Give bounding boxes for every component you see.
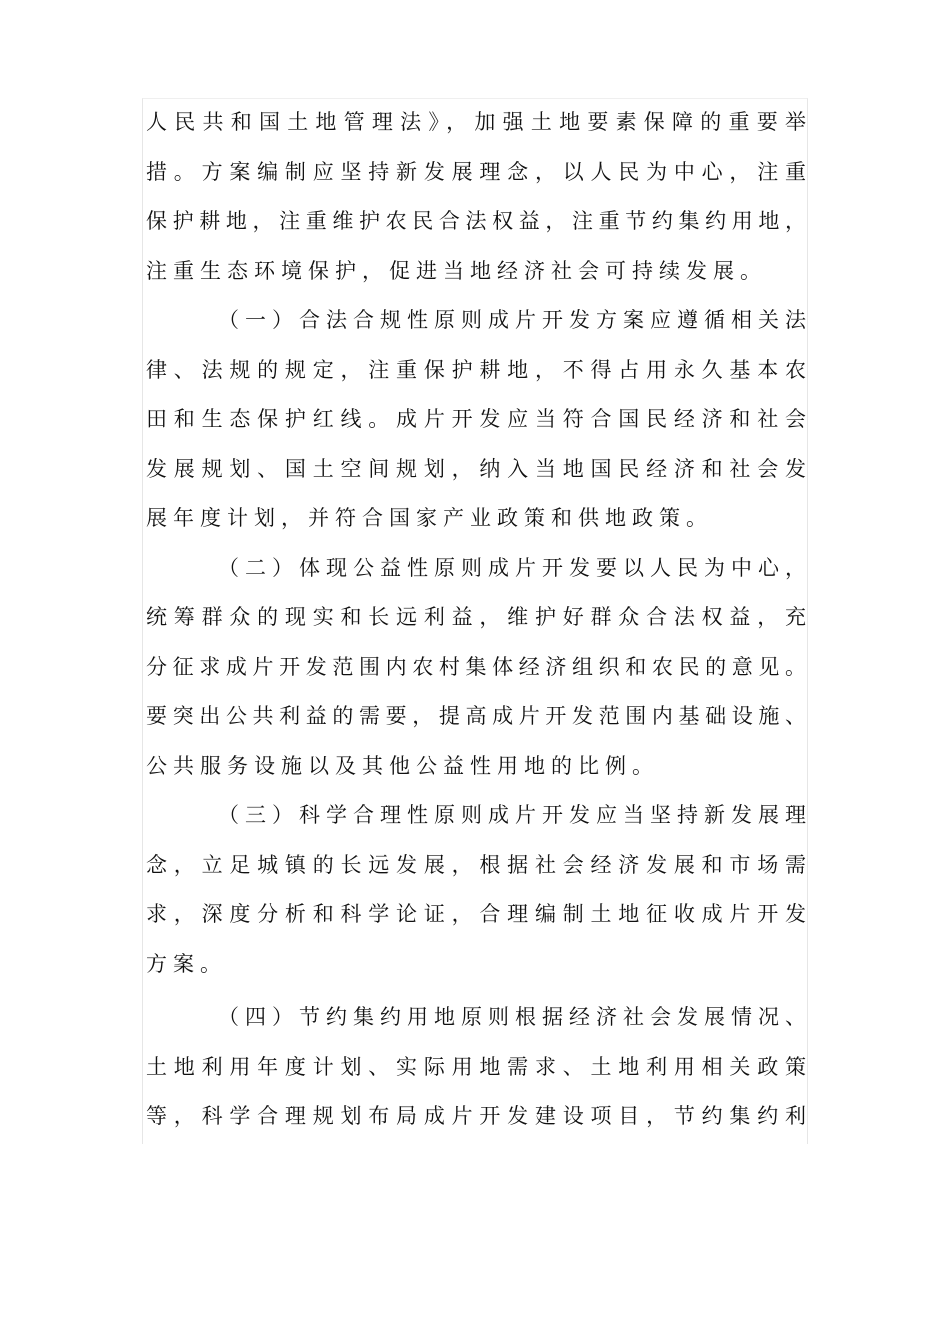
text-line: 要突出公共利益的需要，提高成片开发范围内基础设施、	[146, 704, 806, 728]
text-line: （一）合法合规性原则成片开发方案应遵循相关法	[218, 308, 806, 332]
text-line: （三）科学合理性原则成片开发应当坚持新发展理	[218, 803, 806, 827]
paragraph-principle-4	[146, 993, 806, 1142]
text-line: 发展规划、国土空间规划，纳入当地国民经济和社会发	[146, 456, 806, 481]
text-line: 等，科学合理规划布局成片开发建设项目，节约集约利	[146, 1104, 806, 1128]
text-line: 人民共和国土地管理法》，加强土地要素保障的重要举	[146, 110, 806, 134]
text-line: 注重生态环境保护，促进当地经济社会可持续发展。	[146, 258, 767, 283]
paragraph-principle-3	[146, 791, 806, 989]
document-body	[146, 98, 806, 1142]
text-line: 律、法规的规定，注重保护耕地，不得占用永久基本农	[146, 357, 806, 382]
text-line: （二）体现公益性原则成片开发要以人民为中心，	[218, 555, 806, 580]
text-line: 公共服务设施以及其他公益性用地的比例。	[146, 753, 659, 778]
text-line: 田和生态保护红线。成片开发应当符合国民经济和社会	[146, 407, 806, 431]
text-line: 保护耕地，注重维护农民合法权益，注重节约集约用地，	[146, 209, 806, 233]
paragraph-principle-2	[146, 544, 806, 792]
text-line: 展年度计划，并符合国家产业政策和供地政策。	[146, 506, 713, 530]
text-line: 统筹群众的现实和长远利益，维护好群众合法权益，充	[146, 605, 806, 629]
text-line: 念，立足城镇的长远发展，根据社会经济发展和市场需	[146, 852, 806, 877]
text-line: 方案。	[146, 951, 227, 976]
text-line: 分征求成片开发范围内农村集体经济组织和农民的意见。	[146, 654, 806, 679]
paragraph-intro	[146, 98, 806, 296]
paragraph-principle-1	[146, 296, 806, 544]
text-line: 措。方案编制应坚持新发展理念，以人民为中心，注重	[146, 159, 806, 184]
text-line: 土地利用年度计划、实际用地需求、土地利用相关政策	[146, 1054, 806, 1079]
text-line: （四）节约集约用地原则根据经济社会发展情况、	[218, 1005, 806, 1029]
text-line: 求，深度分析和科学论证，合理编制土地征收成片开发	[146, 902, 806, 926]
